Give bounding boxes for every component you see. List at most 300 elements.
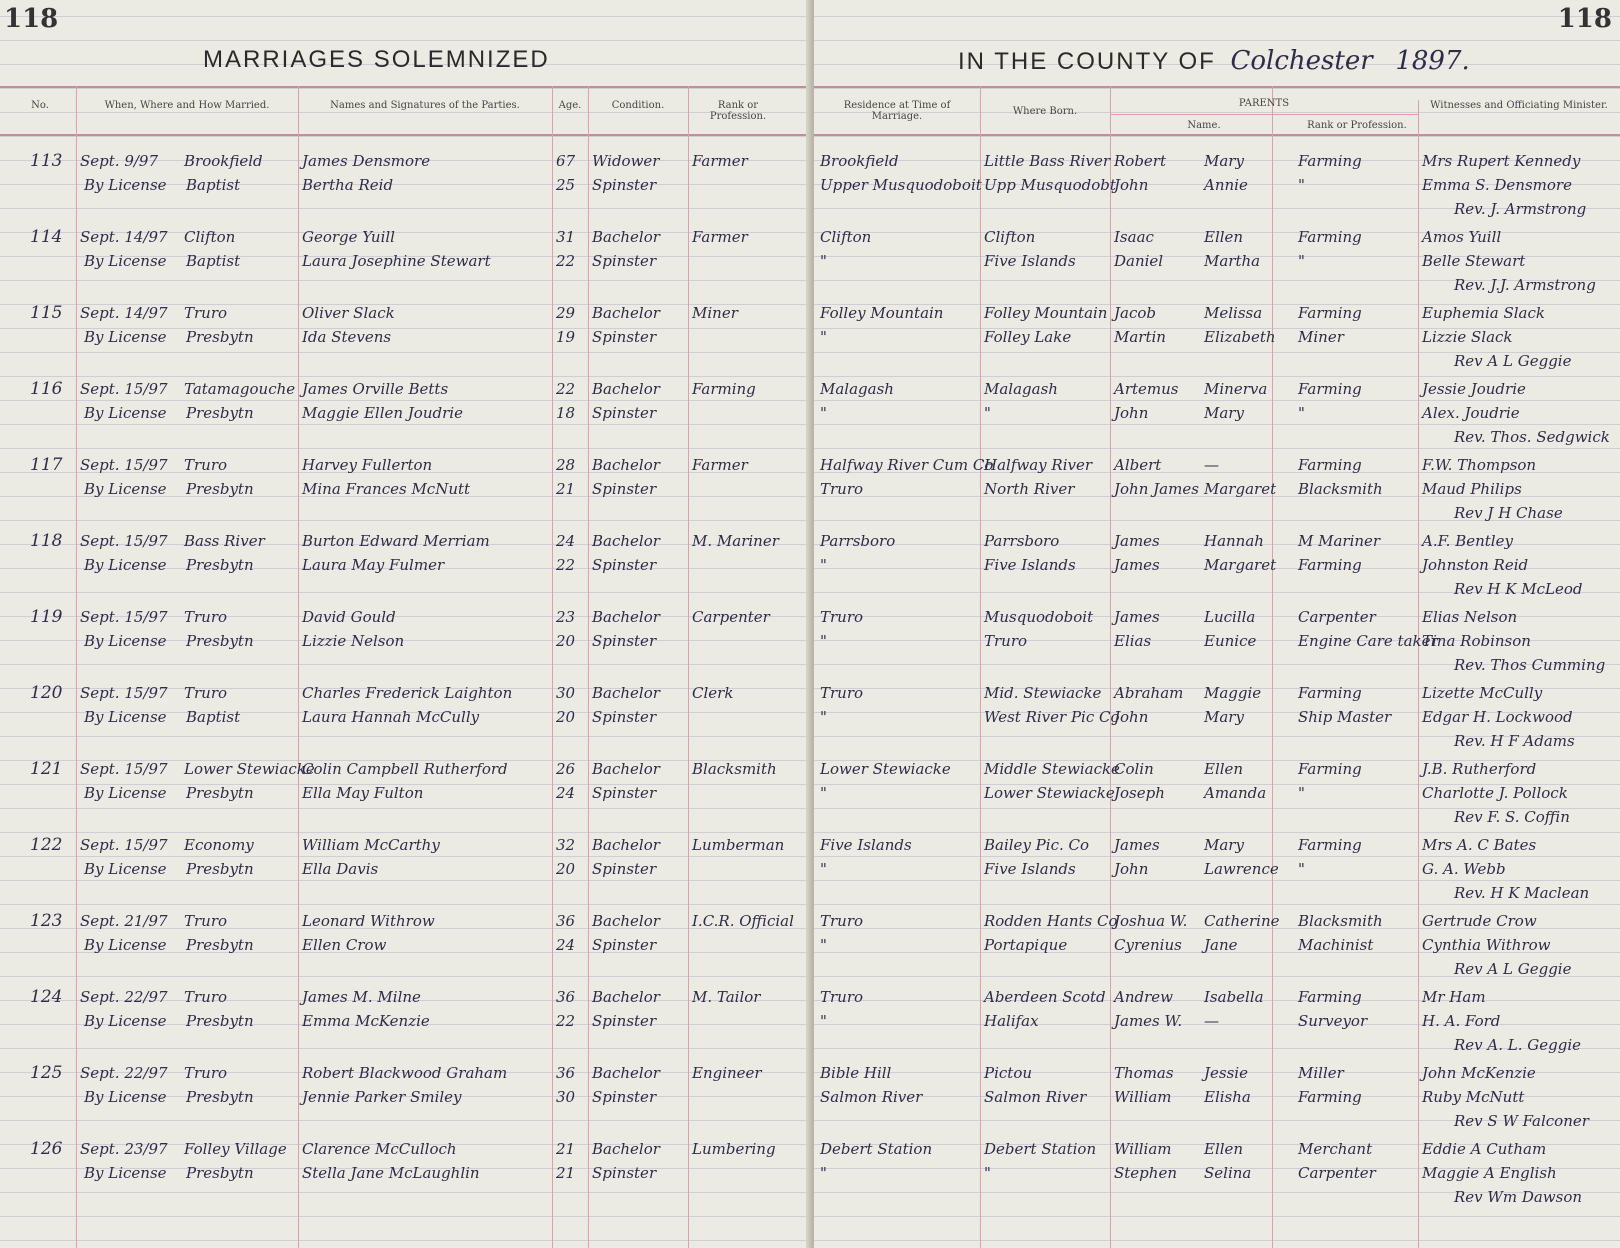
groom-age: 29 <box>556 304 576 322</box>
bride-mother-name: Elizabeth <box>1204 328 1276 346</box>
bride-birthplace: Five Islands <box>984 556 1076 574</box>
bride-age: 24 <box>556 936 576 954</box>
witness-two: Maggie A English <box>1422 1164 1557 1182</box>
groom-profession: Blacksmith <box>692 760 777 778</box>
bride-father-name: Cyrenius <box>1114 936 1182 954</box>
groom-parents-profession: Merchant <box>1298 1140 1373 1158</box>
denomination: Presbytn <box>186 1164 254 1182</box>
bride-name: Ella May Fulton <box>302 784 424 802</box>
bride-condition: Spinster <box>592 784 657 802</box>
bride-condition: Spinster <box>592 1088 657 1106</box>
witness-one: Amos Yuill <box>1422 228 1502 246</box>
bride-residence: " <box>820 632 827 650</box>
bride-condition: Spinster <box>592 404 657 422</box>
bride-name: Mina Frances McNutt <box>302 480 471 498</box>
header-residence: Residence at Time of Marriage. <box>843 100 951 122</box>
groom-residence: Parrsboro <box>820 532 896 550</box>
bride-condition: Spinster <box>592 1012 657 1030</box>
bride-birthplace: " <box>984 404 991 422</box>
witness-one: A.F. Bentley <box>1422 532 1513 550</box>
groom-age: 21 <box>556 1140 576 1158</box>
groom-birthplace: Middle Stewiacke <box>984 760 1120 778</box>
marriage-date: Sept. 15/97 <box>80 456 168 474</box>
witness-one: Mr Ham <box>1422 988 1486 1006</box>
groom-name: James Orville Betts <box>302 380 449 398</box>
header-age: Age. <box>558 100 582 111</box>
groom-father-name: Colin <box>1114 760 1154 778</box>
bride-mother-name: Selina <box>1204 1164 1252 1182</box>
groom-condition: Bachelor <box>592 608 660 626</box>
marriage-method: By License <box>84 404 167 422</box>
marriage-method: By License <box>84 1164 167 1182</box>
groom-age: 26 <box>556 760 576 778</box>
groom-mother-name: Lucilla <box>1204 608 1256 626</box>
groom-parents-profession: Farming <box>1298 152 1362 170</box>
groom-age: 67 <box>556 152 576 170</box>
groom-father-name: Albert <box>1114 456 1162 474</box>
witness-one: F.W. Thompson <box>1422 456 1537 474</box>
marriage-date: Sept. 15/97 <box>80 684 168 702</box>
marriage-date: Sept. 14/97 <box>80 304 168 322</box>
marriage-method: By License <box>84 632 167 650</box>
bride-name: Laura Hannah McCully <box>302 708 480 726</box>
groom-age: 36 <box>556 1064 576 1082</box>
groom-mother-name: — <box>1204 456 1219 474</box>
bride-age: 18 <box>556 404 576 422</box>
groom-condition: Bachelor <box>592 1064 660 1082</box>
groom-name: Leonard Withrow <box>302 912 435 930</box>
bride-residence: " <box>820 1012 827 1030</box>
column-divider <box>980 86 981 1248</box>
column-divider <box>1418 100 1419 1248</box>
bride-parents-profession: " <box>1298 784 1305 802</box>
witness-one: Mrs Rupert Kennedy <box>1422 152 1581 170</box>
groom-father-name: William <box>1114 1140 1172 1158</box>
groom-condition: Bachelor <box>592 760 660 778</box>
bride-residence: " <box>820 404 827 422</box>
record-number: 121 <box>30 759 63 779</box>
officiating-minister: Rev. J. Armstrong <box>1454 200 1587 218</box>
groom-condition: Bachelor <box>592 380 660 398</box>
record-number: 119 <box>30 607 63 627</box>
bride-birthplace: North River <box>984 480 1075 498</box>
groom-parents-profession: Farming <box>1298 760 1362 778</box>
groom-residence: Five Islands <box>820 836 912 854</box>
groom-profession: Lumbering <box>692 1140 776 1158</box>
groom-residence: Debert Station <box>820 1140 933 1158</box>
denomination: Presbytn <box>186 632 254 650</box>
groom-mother-name: Jessie <box>1204 1064 1248 1082</box>
witness-two: H. A. Ford <box>1422 1012 1501 1030</box>
bride-birthplace: West River Pic Co <box>984 708 1120 726</box>
bride-mother-name: — <box>1204 1012 1219 1030</box>
bride-residence: " <box>820 1164 827 1182</box>
groom-mother-name: Ellen <box>1204 228 1244 246</box>
witness-one: Elias Nelson <box>1422 608 1518 626</box>
bride-birthplace: Salmon River <box>984 1088 1087 1106</box>
groom-condition: Bachelor <box>592 836 660 854</box>
groom-age: 36 <box>556 912 576 930</box>
groom-name: Colin Campbell Rutherford <box>302 760 508 778</box>
bride-parents-profession: Ship Master <box>1298 708 1392 726</box>
bride-mother-name: Eunice <box>1204 632 1257 650</box>
bride-parents-profession: Blacksmith <box>1298 480 1383 498</box>
groom-residence: Truro <box>820 912 864 930</box>
witness-one: Euphemia Slack <box>1422 304 1545 322</box>
bride-condition: Spinster <box>592 860 657 878</box>
bride-father-name: Elias <box>1114 632 1152 650</box>
groom-birthplace: Clifton <box>984 228 1036 246</box>
bride-mother-name: Jane <box>1204 936 1238 954</box>
bride-parents-profession: Surveyor <box>1298 1012 1368 1030</box>
bride-residence: Truro <box>820 480 864 498</box>
witness-two: Tina Robinson <box>1422 632 1531 650</box>
marriage-method: By License <box>84 784 167 802</box>
column-divider <box>552 86 553 1248</box>
marriage-method: By License <box>84 708 167 726</box>
header-witnesses: Witnesses and Officiating Minister. <box>1430 100 1608 111</box>
groom-parents-profession: Carpenter <box>1298 608 1376 626</box>
groom-name: Oliver Slack <box>302 304 395 322</box>
groom-father-name: James <box>1114 608 1160 626</box>
groom-birthplace: Halfway River <box>984 456 1093 474</box>
witness-one: John McKenzie <box>1422 1064 1536 1082</box>
groom-condition: Bachelor <box>592 304 660 322</box>
bride-father-name: John <box>1114 176 1149 194</box>
groom-condition: Bachelor <box>592 1140 660 1158</box>
denomination: Presbytn <box>186 784 254 802</box>
witness-two: Lizzie Slack <box>1422 328 1513 346</box>
bride-name: Ellen Crow <box>302 936 387 954</box>
groom-mother-name: Catherine <box>1204 912 1280 930</box>
groom-birthplace: Mid. Stewiacke <box>984 684 1102 702</box>
bride-mother-name: Margaret <box>1204 556 1277 574</box>
bride-name: Bertha Reid <box>302 176 394 194</box>
record-number: 118 <box>30 531 63 551</box>
marriage-date: Sept. 15/97 <box>80 380 168 398</box>
bride-residence: " <box>820 936 827 954</box>
marriage-place: Tatamagouche <box>184 380 296 398</box>
bride-father-name: James W. <box>1114 1012 1183 1030</box>
bride-residence: " <box>820 252 827 270</box>
bride-birthplace: Portapique <box>984 936 1068 954</box>
bride-condition: Spinster <box>592 708 657 726</box>
bride-birthplace: Truro <box>984 632 1028 650</box>
bride-age: 21 <box>556 1164 576 1182</box>
officiating-minister: Rev S W Falconer <box>1454 1112 1589 1130</box>
bride-residence: " <box>820 784 827 802</box>
groom-name: James M. Milne <box>302 988 421 1006</box>
groom-residence: Truro <box>820 608 864 626</box>
groom-father-name: Andrew <box>1114 988 1173 1006</box>
marriage-date: Sept. 15/97 <box>80 608 168 626</box>
marriage-place: Truro <box>184 1064 228 1082</box>
bride-father-name: James <box>1114 556 1160 574</box>
groom-name: Charles Frederick Laighton <box>302 684 513 702</box>
witness-two: Belle Stewart <box>1422 252 1526 270</box>
groom-profession: Miner <box>692 304 738 322</box>
marriage-place: Brookfield <box>184 152 263 170</box>
header-born: Where Born. <box>1012 106 1078 117</box>
witness-two: Ruby McNutt <box>1422 1088 1525 1106</box>
bride-condition: Spinster <box>592 632 657 650</box>
bride-birthplace: Halifax <box>984 1012 1039 1030</box>
denomination: Presbytn <box>186 860 254 878</box>
parents-rule <box>1110 114 1418 115</box>
groom-birthplace: Pictou <box>984 1064 1033 1082</box>
column-divider <box>588 86 589 1248</box>
officiating-minister: Rev. Thos Cumming <box>1454 656 1606 674</box>
groom-name: George Yuill <box>302 228 395 246</box>
bride-residence: " <box>820 860 827 878</box>
groom-residence: Folley Mountain <box>820 304 944 322</box>
marriage-date: Sept. 23/97 <box>80 1140 168 1158</box>
officiating-minister: Rev. Thos. Sedgwick <box>1454 428 1610 446</box>
record-number: 126 <box>30 1139 63 1159</box>
groom-parents-profession: M Mariner <box>1298 532 1381 550</box>
bride-birthplace: Five Islands <box>984 860 1076 878</box>
bride-condition: Spinster <box>592 1164 657 1182</box>
header-parent-rank: Rank or Profession. <box>1307 120 1407 131</box>
groom-birthplace: Malagash <box>984 380 1058 398</box>
bride-father-name: Joseph <box>1114 784 1165 802</box>
groom-name: Clarence McCulloch <box>302 1140 457 1158</box>
bride-age: 24 <box>556 784 576 802</box>
officiating-minister: Rev. H K Maclean <box>1454 884 1590 902</box>
denomination: Presbytn <box>186 404 254 422</box>
witness-two: Cynthia Withrow <box>1422 936 1551 954</box>
groom-condition: Widower <box>592 152 660 170</box>
groom-parents-profession: Farming <box>1298 836 1362 854</box>
header-top-rule <box>0 86 812 88</box>
record-number: 115 <box>30 303 63 323</box>
bride-parents-profession: " <box>1298 404 1305 422</box>
denomination: Presbytn <box>186 328 254 346</box>
bride-birthplace: " <box>984 1164 991 1182</box>
title-right-prefix: IN THE COUNTY OF <box>958 48 1216 75</box>
groom-profession: Farmer <box>692 152 748 170</box>
bride-age: 19 <box>556 328 576 346</box>
groom-father-name: Thomas <box>1114 1064 1174 1082</box>
bride-condition: Spinster <box>592 936 657 954</box>
groom-father-name: James <box>1114 532 1160 550</box>
bride-name: Ida Stevens <box>302 328 392 346</box>
denomination: Presbytn <box>186 1012 254 1030</box>
groom-age: 32 <box>556 836 576 854</box>
groom-mother-name: Hannah <box>1204 532 1264 550</box>
bride-mother-name: Lawrence <box>1204 860 1279 878</box>
title-right <box>958 46 1470 76</box>
groom-birthplace: Folley Mountain <box>984 304 1108 322</box>
groom-residence: Clifton <box>820 228 872 246</box>
record-number: 122 <box>30 835 63 855</box>
bride-condition: Spinster <box>592 176 657 194</box>
groom-mother-name: Melissa <box>1204 304 1263 322</box>
bride-mother-name: Mary <box>1204 708 1244 726</box>
groom-age: 23 <box>556 608 576 626</box>
groom-birthplace: Rodden Hants Co <box>984 912 1118 930</box>
marriage-place: Economy <box>184 836 254 854</box>
witness-two: Edgar H. Lockwood <box>1422 708 1573 726</box>
bride-condition: Spinster <box>592 328 657 346</box>
officiating-minister: Rev F. S. Coffin <box>1454 808 1570 826</box>
bride-name: Jennie Parker Smiley <box>302 1088 462 1106</box>
groom-name: James Densmore <box>302 152 431 170</box>
bride-age: 22 <box>556 252 576 270</box>
groom-birthplace: Little Bass River <box>984 152 1110 170</box>
bride-age: 21 <box>556 480 576 498</box>
groom-father-name: James <box>1114 836 1160 854</box>
groom-profession: M. Tailor <box>692 988 761 1006</box>
groom-profession: Carpenter <box>692 608 770 626</box>
bride-age: 25 <box>556 176 576 194</box>
groom-father-name: Joshua W. <box>1114 912 1188 930</box>
groom-condition: Bachelor <box>592 228 660 246</box>
column-divider <box>1110 86 1111 1248</box>
groom-parents-profession: Miller <box>1298 1064 1344 1082</box>
record-number: 123 <box>30 911 63 931</box>
groom-mother-name: Ellen <box>1204 760 1244 778</box>
column-divider <box>76 86 77 1248</box>
bride-mother-name: Annie <box>1204 176 1248 194</box>
header-bottom-rule <box>0 134 812 136</box>
record-number: 124 <box>30 987 63 1007</box>
header-parent-name: Name. <box>1187 120 1221 131</box>
bride-parents-profession: Farming <box>1298 556 1362 574</box>
marriage-date: Sept. 21/97 <box>80 912 168 930</box>
witness-two: Emma S. Densmore <box>1422 176 1572 194</box>
bride-name: Maggie Ellen Joudrie <box>302 404 463 422</box>
bride-parents-profession: Miner <box>1298 328 1344 346</box>
groom-condition: Bachelor <box>592 988 660 1006</box>
county-name: Colchester <box>1230 46 1373 76</box>
marriage-method: By License <box>84 328 167 346</box>
groom-parents-profession: Farming <box>1298 456 1362 474</box>
groom-parents-profession: Blacksmith <box>1298 912 1383 930</box>
bride-birthplace: Five Islands <box>984 252 1076 270</box>
groom-residence: Lower Stewiacke <box>820 760 951 778</box>
marriage-date: Sept. 15/97 <box>80 532 168 550</box>
groom-profession: M. Mariner <box>692 532 779 550</box>
page-number-right: 118 <box>1557 4 1612 34</box>
groom-parents-profession: Farming <box>1298 380 1362 398</box>
bride-name: Laura May Fulmer <box>302 556 445 574</box>
groom-residence: Brookfield <box>820 152 899 170</box>
column-divider <box>298 86 299 1248</box>
bride-birthplace: Upp Musquodobt <box>984 176 1116 194</box>
record-number: 117 <box>30 455 63 475</box>
marriage-method: By License <box>84 480 167 498</box>
bride-father-name: John <box>1114 404 1149 422</box>
record-number: 116 <box>30 379 63 399</box>
bride-residence: " <box>820 328 827 346</box>
bride-father-name: Stephen <box>1114 1164 1177 1182</box>
bride-mother-name: Mary <box>1204 404 1244 422</box>
groom-name: David Gould <box>302 608 396 626</box>
bride-name: Ella Davis <box>302 860 379 878</box>
bride-birthplace: Folley Lake <box>984 328 1072 346</box>
groom-profession: Farmer <box>692 456 748 474</box>
groom-name: William McCarthy <box>302 836 440 854</box>
groom-condition: Bachelor <box>592 532 660 550</box>
officiating-minister: Rev Wm Dawson <box>1454 1188 1583 1206</box>
marriage-date: Sept. 14/97 <box>80 228 168 246</box>
groom-parents-profession: Farming <box>1298 304 1362 322</box>
marriage-date: Sept. 9/97 <box>80 152 159 170</box>
marriage-date: Sept. 22/97 <box>80 1064 168 1082</box>
marriage-method: By License <box>84 936 167 954</box>
groom-age: 28 <box>556 456 576 474</box>
denomination: Presbytn <box>186 1088 254 1106</box>
column-divider <box>688 86 689 1248</box>
groom-profession: I.C.R. Official <box>692 912 794 930</box>
groom-birthplace: Parrsboro <box>984 532 1060 550</box>
groom-residence: Halfway River Cum Co <box>820 456 994 474</box>
bride-mother-name: Amanda <box>1204 784 1267 802</box>
witness-two: Alex. Joudrie <box>1422 404 1520 422</box>
marriage-place: Truro <box>184 608 228 626</box>
denomination: Baptist <box>186 176 241 194</box>
groom-mother-name: Isabella <box>1204 988 1264 1006</box>
groom-parents-profession: Farming <box>1298 988 1362 1006</box>
bride-name: Stella Jane McLaughlin <box>302 1164 480 1182</box>
header-when: When, Where and How Married. <box>104 100 270 111</box>
record-number: 114 <box>30 227 63 247</box>
bride-residence: " <box>820 708 827 726</box>
marriage-place: Truro <box>184 912 228 930</box>
bride-parents-profession: Engine Care taker <box>1298 632 1438 650</box>
bride-mother-name: Margaret <box>1204 480 1277 498</box>
witness-one: Lizette McCully <box>1422 684 1543 702</box>
marriage-place: Truro <box>184 456 228 474</box>
groom-name: Harvey Fullerton <box>302 456 433 474</box>
marriage-method: By License <box>84 176 167 194</box>
marriage-method: By License <box>84 1088 167 1106</box>
groom-mother-name: Mary <box>1204 836 1244 854</box>
marriage-method: By License <box>84 252 167 270</box>
groom-age: 24 <box>556 532 576 550</box>
bride-father-name: Daniel <box>1114 252 1164 270</box>
bride-residence: " <box>820 556 827 574</box>
denomination: Baptist <box>186 252 241 270</box>
title-left: MARRIAGES SOLEMNIZED <box>203 46 550 73</box>
groom-father-name: Artemus <box>1114 380 1179 398</box>
groom-condition: Bachelor <box>592 912 660 930</box>
denomination: Presbytn <box>186 556 254 574</box>
page-number-left: 118 <box>4 4 59 34</box>
bride-parents-profession: " <box>1298 252 1305 270</box>
bride-age: 20 <box>556 708 576 726</box>
year: 1897. <box>1395 46 1470 76</box>
header-top-rule <box>814 86 1620 88</box>
groom-residence: Malagash <box>820 380 894 398</box>
marriage-place: Clifton <box>184 228 236 246</box>
denomination: Baptist <box>186 708 241 726</box>
header-rank: Rank or Profession. <box>709 100 767 122</box>
marriage-place: Truro <box>184 304 228 322</box>
bride-condition: Spinster <box>592 480 657 498</box>
bride-age: 22 <box>556 1012 576 1030</box>
groom-profession: Clerk <box>692 684 734 702</box>
header-condition: Condition. <box>611 100 665 111</box>
bride-father-name: Martin <box>1114 328 1166 346</box>
header-bottom-rule <box>814 134 1620 136</box>
groom-father-name: Isaac <box>1114 228 1154 246</box>
header-no: No. <box>31 100 49 111</box>
groom-mother-name: Minerva <box>1204 380 1268 398</box>
bride-name: Emma McKenzie <box>302 1012 430 1030</box>
groom-birthplace: Debert Station <box>984 1140 1097 1158</box>
